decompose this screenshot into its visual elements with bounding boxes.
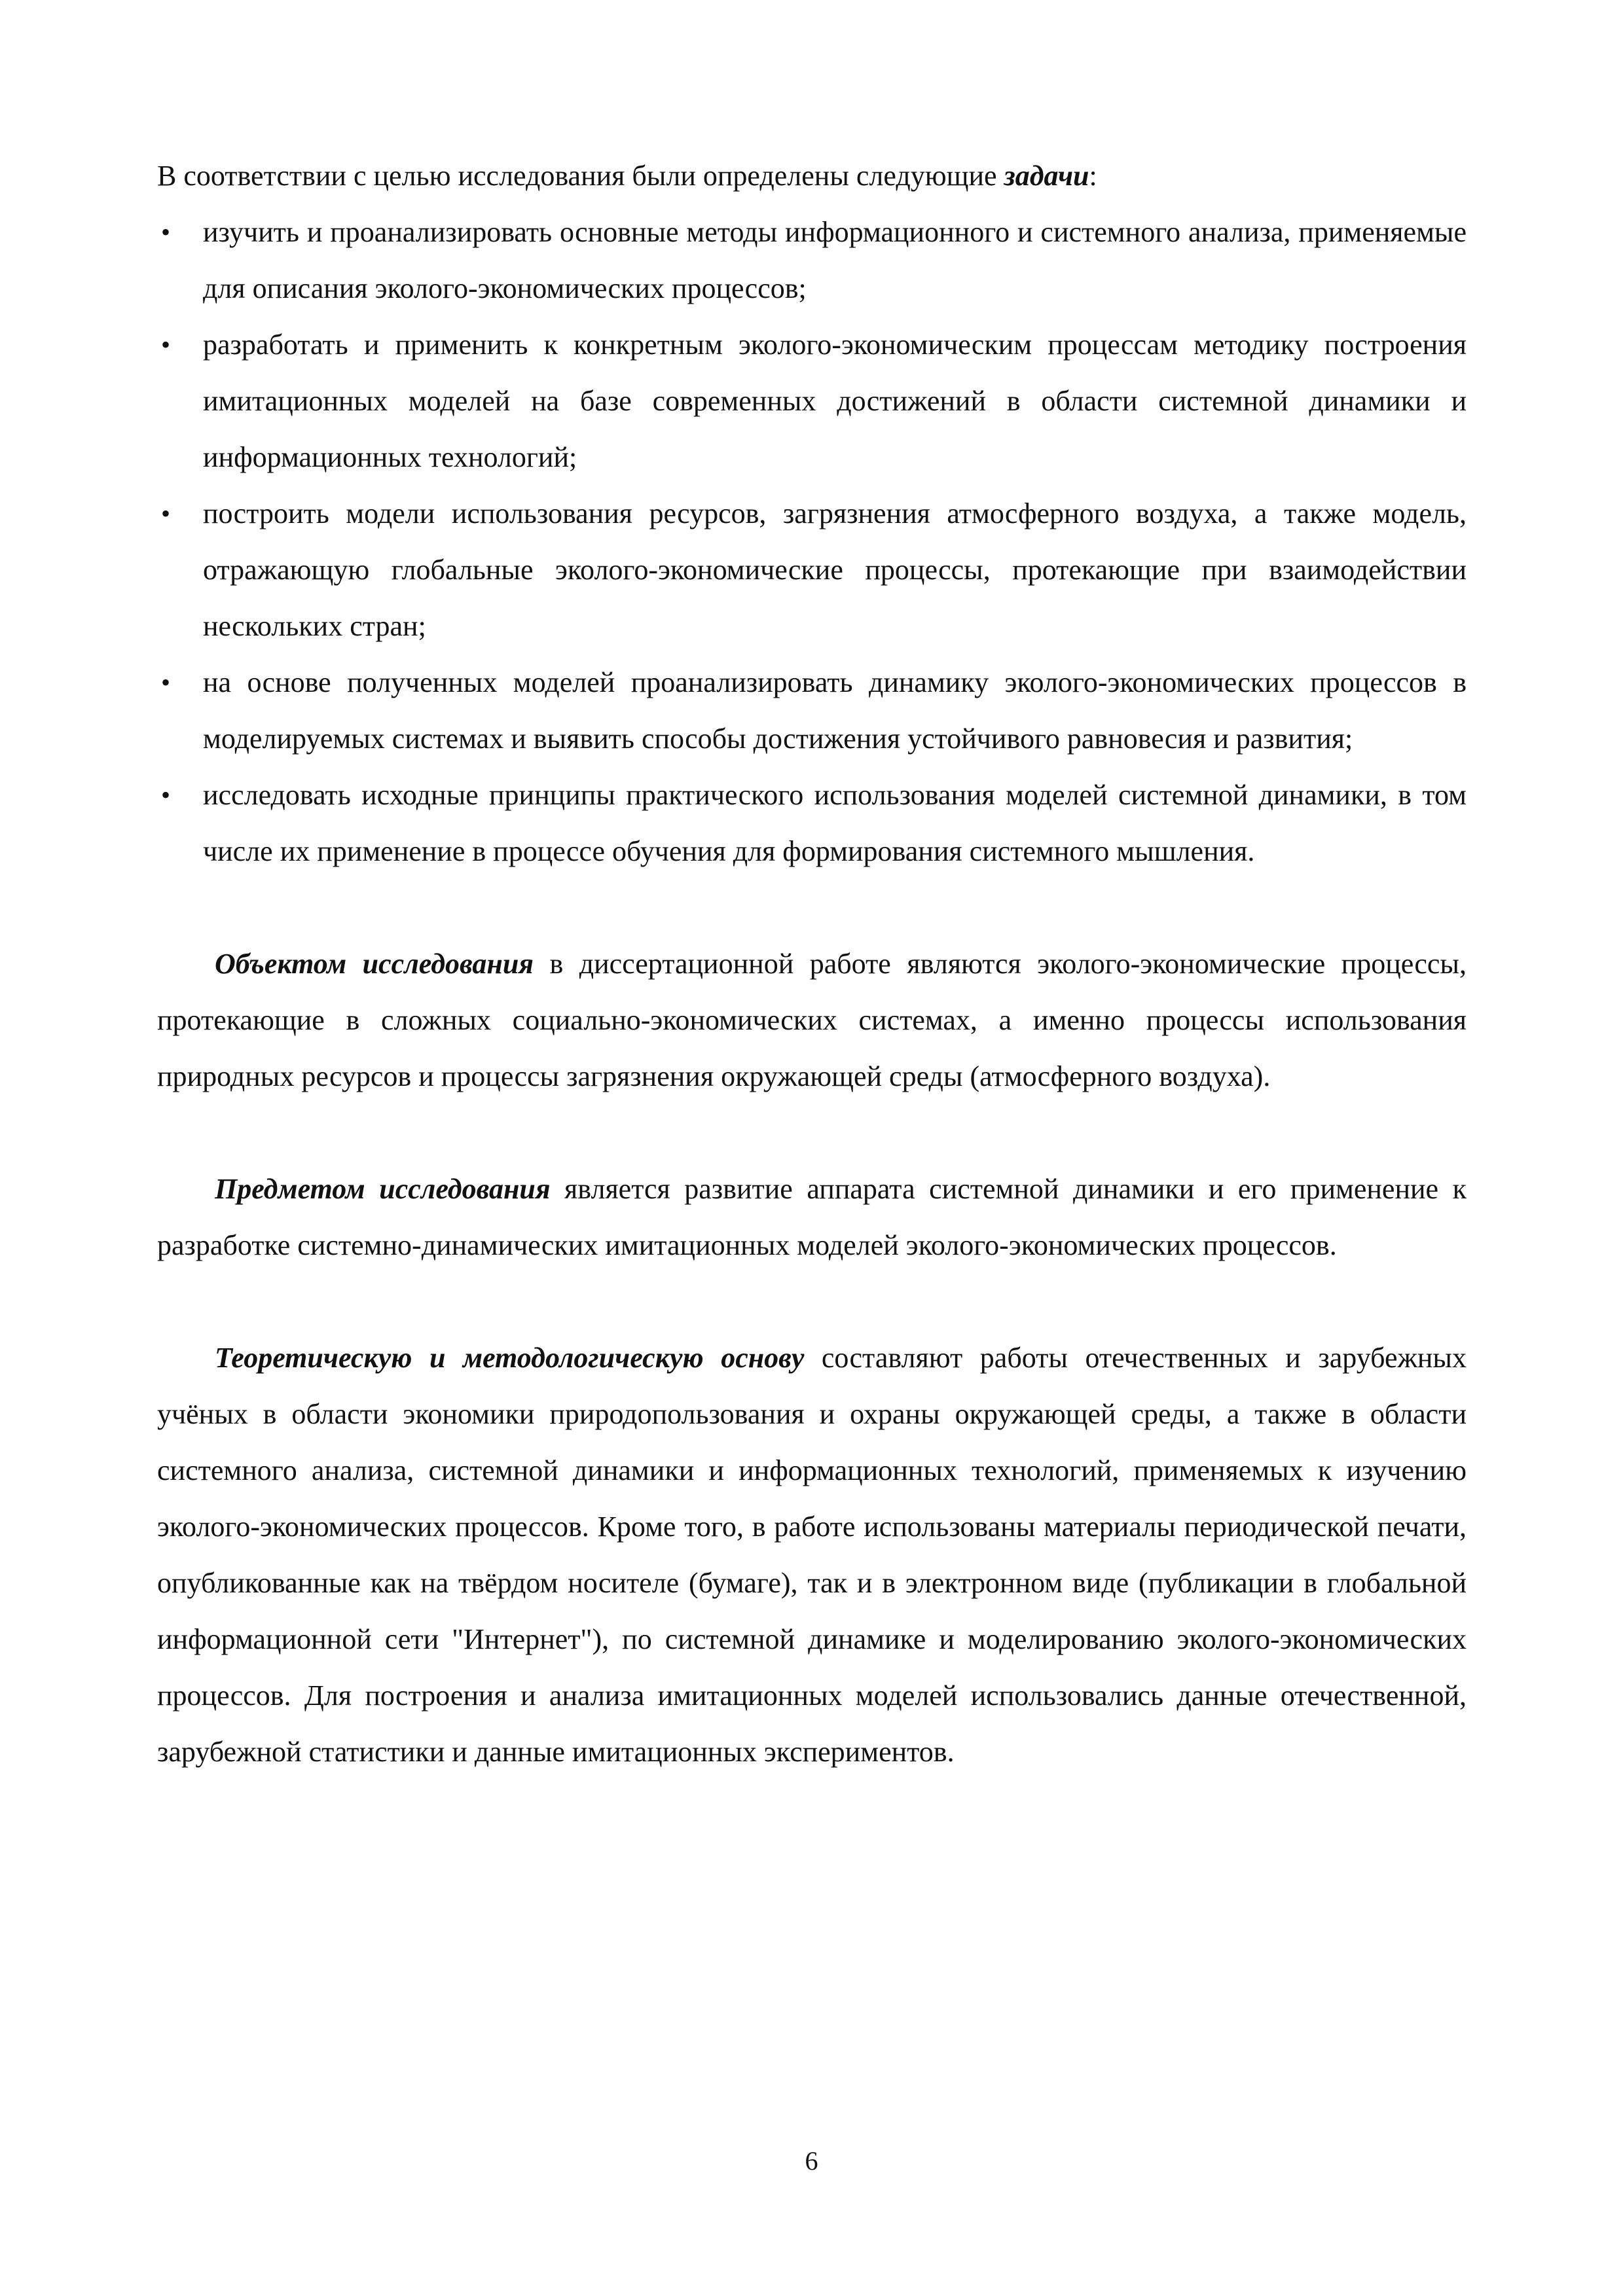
bullet-icon: • xyxy=(161,217,171,247)
task-text: построить модели использования ресурсов, загрязнения атмосферного воздуха, а также модель, отражающую глобальные эколого-экономические процессы, протекающие при взаимодействии нескольких стран; xyxy=(203,497,1467,642)
methodological-basis-paragraph xyxy=(157,1330,1467,1780)
research-object-lead: Объектом исследования xyxy=(215,948,534,980)
task-item xyxy=(157,204,1467,317)
task-item xyxy=(157,655,1467,767)
task-item xyxy=(157,767,1467,880)
tasks-intro-text: В соответствии с целью исследования были определены следующие xyxy=(157,160,1004,192)
bullet-icon: • xyxy=(161,780,171,810)
methodological-basis-text: составляют работы отечественных и зарубежных учёных в области экономики природопользования и охраны окружающей среды, а также в области системного анализа, системной динамики и информационных технологий, применяемых к изучению эколого-экономических процессов. Кроме того, в работе использованы материалы периодической печати, опубликованные как на твёрдом носителе (бумаге), так и в электронном виде (публикации в глобальной информационной сети "Интернет"), по системной динамике и моделированию эколого-экономических процессов. Для построения и анализа имитационных моделей использовались данные отечественной, зарубежной статистики и данные имитационных экспериментов. xyxy=(157,1342,1467,1768)
research-object-text: в диссертационной работе являются эколого-экономические процессы, протекающие в сложных социально-экономических системах, а именно процессы использования природных ресурсов и процессы загрязнения окружающей среды (атмосферного воздуха). xyxy=(157,948,1467,1092)
task-text: на основе полученных моделей проанализировать динамику эколого-экономических процессов в моделируемых системах и выявить способы достижения устойчивого равновесия и развития; xyxy=(203,666,1467,755)
spacer xyxy=(157,1274,1467,1330)
tasks-list xyxy=(157,204,1467,880)
research-subject-lead: Предметом исследования xyxy=(215,1173,551,1205)
spacer xyxy=(157,880,1467,936)
document-page xyxy=(157,148,1467,1780)
bullet-icon: • xyxy=(161,668,171,697)
task-text: исследовать исходные принципы практического использования моделей системной динамики, в том числе их применение в процессе обучения для формирования системного мышления. xyxy=(203,779,1467,867)
task-item xyxy=(157,486,1467,655)
task-item xyxy=(157,317,1467,486)
research-subject-text: является развитие аппарата системной динамики и его применение к разработке системно-динамических имитационных моделей эколого-экономических процессов. xyxy=(157,1173,1467,1261)
task-text: изучить и проанализировать основные методы информационного и системного анализа, применяемые для описания эколого-экономических процессов; xyxy=(203,216,1467,304)
bullet-icon: • xyxy=(161,330,171,359)
tasks-intro-suffix: : xyxy=(1089,160,1097,192)
bullet-icon: • xyxy=(161,499,171,528)
task-text: разработать и применить к конкретным эколого-экономическим процессам методику построения имитационных моделей на базе современных достижений в области системной динамики и информационных технологий; xyxy=(203,329,1467,473)
methodological-basis-lead: Теоретическую и методологическую основу xyxy=(215,1342,805,1374)
tasks-intro-emphasis: задачи xyxy=(1004,160,1089,192)
research-object-paragraph xyxy=(157,936,1467,1105)
research-subject-paragraph xyxy=(157,1161,1467,1274)
spacer xyxy=(157,1105,1467,1161)
page-number: 6 xyxy=(805,2146,818,2176)
tasks-intro xyxy=(157,148,1467,204)
